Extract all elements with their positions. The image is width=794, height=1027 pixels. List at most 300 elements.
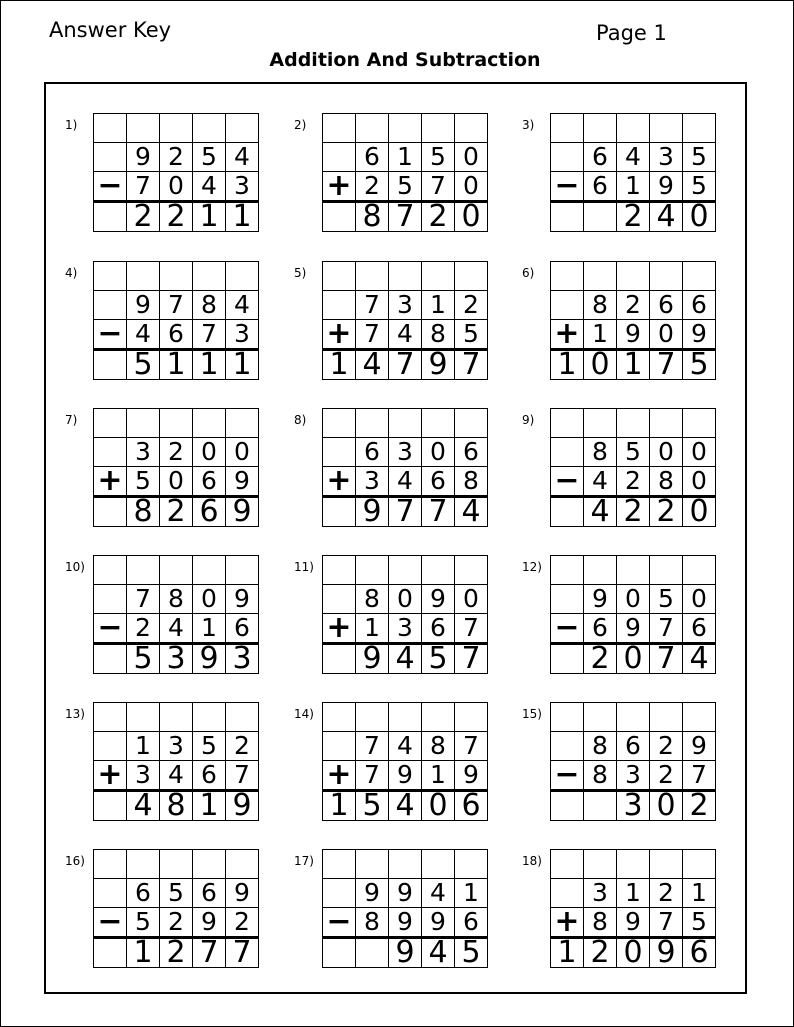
bottom-digit-cell: 4	[193, 172, 226, 202]
bottom-digit-cell: 3	[226, 320, 259, 350]
answer-digit-cell: 5	[683, 350, 716, 380]
answer-digit-cell: 7	[226, 938, 259, 968]
answer-digit-cell: 7	[650, 644, 683, 674]
top-digit-cell: 4	[422, 879, 455, 908]
bottom-digit-cell: 1	[422, 761, 455, 791]
carry-row	[551, 850, 716, 879]
answer-digit-cell: 9	[193, 644, 226, 674]
carry-row	[323, 556, 488, 585]
carry-row	[323, 114, 488, 143]
bottom-number-row	[551, 908, 716, 938]
problem-16	[65, 849, 255, 969]
bottom-digit-cell: 0	[160, 172, 193, 202]
top-digit-cell: 2	[160, 143, 193, 172]
problem-17	[294, 849, 484, 969]
answer-row	[551, 644, 716, 674]
answer-digit-cell: 1	[193, 350, 226, 380]
problem-number: 4)	[65, 266, 78, 280]
carry-cell	[683, 114, 716, 143]
answer-row	[551, 791, 716, 821]
problem-grid	[93, 261, 259, 380]
top-digit-cell: 9	[226, 879, 259, 908]
answer-digit-cell: 5	[356, 791, 389, 821]
top-digit-cell: 2	[617, 291, 650, 320]
plus-sign: +	[323, 320, 356, 350]
top-digit-cell: 9	[127, 143, 160, 172]
carry-cell	[193, 703, 226, 732]
carry-cell	[422, 114, 455, 143]
problem-grid	[550, 849, 716, 968]
problem-6	[522, 261, 712, 381]
minus-sign: −	[551, 761, 584, 791]
carry-row	[551, 703, 716, 732]
carry-cell	[422, 409, 455, 438]
answer-digit-cell: 9	[226, 791, 259, 821]
page-number: Page 1	[596, 21, 667, 45]
carry-cell	[160, 850, 193, 879]
carry-cell	[389, 114, 422, 143]
top-digit-cell: 0	[455, 143, 488, 172]
carry-row	[94, 262, 259, 291]
top-digit-cell: 9	[683, 732, 716, 761]
answer-digit-cell: 7	[193, 938, 226, 968]
plus-sign: +	[551, 908, 584, 938]
carry-row	[94, 556, 259, 585]
carry-row	[94, 409, 259, 438]
carry-row	[323, 850, 488, 879]
answer-digit-cell: 0	[617, 644, 650, 674]
carry-cell	[617, 703, 650, 732]
bottom-digit-cell: 9	[617, 320, 650, 350]
plus-sign: +	[323, 467, 356, 497]
problem-number: 7)	[65, 413, 78, 427]
bottom-number-row	[94, 467, 259, 497]
answer-row	[551, 938, 716, 968]
top-digit-cell: 9	[127, 291, 160, 320]
bottom-digit-cell: 7	[455, 614, 488, 644]
answer-digit-cell: 9	[389, 938, 422, 968]
bottom-number-row	[323, 614, 488, 644]
bottom-digit-cell: 2	[356, 172, 389, 202]
top-digit-cell: 9	[422, 585, 455, 614]
carry-cell	[193, 850, 226, 879]
answer-digit-cell: 1	[193, 791, 226, 821]
problem-grid	[93, 408, 259, 527]
problem-grid	[93, 555, 259, 674]
bottom-number-row	[94, 172, 259, 202]
carry-row	[551, 262, 716, 291]
top-digit-cell: 1	[422, 291, 455, 320]
answer-digit-cell	[323, 202, 356, 232]
answer-digit-cell: 4	[389, 791, 422, 821]
problem-grid	[322, 555, 488, 674]
problem-grid	[322, 408, 488, 527]
carry-cell	[226, 262, 259, 291]
carry-cell	[422, 262, 455, 291]
carry-row	[551, 556, 716, 585]
answer-digit-cell: 2	[617, 202, 650, 232]
top-digit-cell: 1	[455, 879, 488, 908]
bottom-number-row	[551, 172, 716, 202]
carry-cell	[422, 556, 455, 585]
plus-sign: +	[94, 761, 127, 791]
carry-cell	[650, 114, 683, 143]
bottom-digit-cell: 8	[584, 761, 617, 791]
top-digit-cell: 6	[127, 879, 160, 908]
answer-digit-cell: 7	[455, 350, 488, 380]
top-digit-cell: 1	[683, 879, 716, 908]
carry-cell	[455, 556, 488, 585]
top-digit-cell: 1	[617, 879, 650, 908]
top-digit-cell: 8	[193, 291, 226, 320]
answer-digit-cell: 6	[455, 791, 488, 821]
carry-cell	[389, 703, 422, 732]
carry-cell	[650, 409, 683, 438]
bottom-digit-cell: 3	[356, 467, 389, 497]
answer-digit-cell: 2	[160, 938, 193, 968]
answer-row	[323, 350, 488, 380]
carry-cell	[617, 556, 650, 585]
top-digit-cell: 6	[683, 291, 716, 320]
carry-cell	[617, 409, 650, 438]
top-digit-cell: 5	[650, 585, 683, 614]
answer-digit-cell: 9	[422, 350, 455, 380]
bottom-digit-cell: 8	[356, 908, 389, 938]
carry-row	[94, 850, 259, 879]
carry-cell	[455, 850, 488, 879]
bottom-digit-cell: 7	[193, 320, 226, 350]
answer-digit-cell: 5	[127, 350, 160, 380]
answer-digit-cell	[94, 202, 127, 232]
bottom-digit-cell: 2	[650, 761, 683, 791]
carry-cell	[193, 556, 226, 585]
answer-digit-cell: 4	[389, 644, 422, 674]
carry-cell	[389, 556, 422, 585]
bottom-digit-cell: 4	[389, 467, 422, 497]
bottom-digit-cell: 6	[683, 614, 716, 644]
answer-digit-cell	[94, 644, 127, 674]
top-digit-cell: 1	[389, 143, 422, 172]
carry-cell	[584, 703, 617, 732]
answer-digit-cell: 1	[551, 938, 584, 968]
carry-cell	[617, 850, 650, 879]
plus-sign: +	[551, 320, 584, 350]
answer-digit-cell: 0	[455, 202, 488, 232]
carry-cell	[650, 262, 683, 291]
top-digit-cell: 8	[584, 438, 617, 467]
answer-digit-cell: 4	[683, 644, 716, 674]
top-digit-cell: 0	[617, 585, 650, 614]
worksheet-title: Addition And Subtraction	[269, 49, 541, 71]
carry-cell	[193, 114, 226, 143]
answer-row	[323, 938, 488, 968]
top-digit-cell: 6	[356, 143, 389, 172]
carry-cell	[389, 262, 422, 291]
problem-number: 2)	[294, 118, 307, 132]
answer-key-label: Answer Key	[49, 18, 172, 42]
bottom-digit-cell: 0	[683, 467, 716, 497]
carry-cell	[323, 262, 356, 291]
bottom-digit-cell: 7	[422, 172, 455, 202]
top-digit-cell: 9	[226, 585, 259, 614]
answer-digit-cell: 1	[193, 202, 226, 232]
bottom-number-row	[551, 320, 716, 350]
top-digit-cell: 8	[584, 732, 617, 761]
answer-digit-cell: 9	[356, 497, 389, 527]
answer-digit-cell: 2	[127, 202, 160, 232]
bottom-digit-cell: 6	[455, 908, 488, 938]
answer-digit-cell: 2	[584, 938, 617, 968]
bottom-digit-cell: 5	[127, 467, 160, 497]
problem-grid	[93, 702, 259, 821]
bottom-digit-cell: 0	[455, 172, 488, 202]
top-digit-cell: 8	[584, 291, 617, 320]
minus-sign: −	[94, 908, 127, 938]
bottom-digit-cell: 9	[683, 320, 716, 350]
answer-digit-cell: 7	[389, 497, 422, 527]
top-digit-cell: 5	[160, 879, 193, 908]
minus-sign: −	[94, 320, 127, 350]
answer-digit-cell: 3	[160, 644, 193, 674]
carry-cell	[94, 703, 127, 732]
top-digit-cell: 4	[226, 143, 259, 172]
carry-cell	[356, 556, 389, 585]
carry-cell	[584, 850, 617, 879]
answer-digit-cell	[94, 938, 127, 968]
carry-cell	[94, 262, 127, 291]
minus-sign: −	[551, 614, 584, 644]
carry-row	[323, 409, 488, 438]
carry-cell	[323, 114, 356, 143]
carry-cell	[94, 114, 127, 143]
carry-row	[94, 703, 259, 732]
problem-number: 17)	[294, 854, 314, 868]
answer-digit-cell: 7	[389, 350, 422, 380]
answer-row	[94, 644, 259, 674]
bottom-digit-cell: 0	[650, 320, 683, 350]
answer-digit-cell	[94, 791, 127, 821]
carry-cell	[455, 262, 488, 291]
problem-grid	[322, 849, 488, 968]
top-digit-cell: 5	[193, 143, 226, 172]
plus-sign: +	[323, 614, 356, 644]
bottom-digit-cell: 3	[127, 761, 160, 791]
carry-cell	[455, 114, 488, 143]
answer-digit-cell: 4	[650, 202, 683, 232]
carry-cell	[683, 703, 716, 732]
problem-number: 5)	[294, 266, 307, 280]
carry-cell	[551, 114, 584, 143]
problem-1	[65, 113, 255, 233]
answer-row	[323, 644, 488, 674]
carry-cell	[683, 262, 716, 291]
answer-digit-cell: 0	[584, 350, 617, 380]
answer-digit-cell: 0	[617, 938, 650, 968]
problem-number: 8)	[294, 413, 307, 427]
carry-cell	[617, 114, 650, 143]
top-digit-cell: 7	[356, 291, 389, 320]
answer-digit-cell: 4	[356, 350, 389, 380]
minus-sign: −	[551, 172, 584, 202]
answer-digit-cell: 9	[226, 497, 259, 527]
answer-digit-cell	[584, 202, 617, 232]
bottom-digit-cell: 5	[455, 320, 488, 350]
minus-sign: −	[323, 908, 356, 938]
problem-number: 18)	[522, 854, 542, 868]
bottom-number-row	[94, 320, 259, 350]
answer-row	[94, 791, 259, 821]
carry-cell	[127, 409, 160, 438]
carry-cell	[127, 703, 160, 732]
top-digit-cell: 7	[455, 732, 488, 761]
bottom-digit-cell: 6	[193, 761, 226, 791]
carry-cell	[226, 114, 259, 143]
bottom-digit-cell: 1	[617, 172, 650, 202]
answer-digit-cell: 8	[160, 791, 193, 821]
answer-digit-cell: 1	[127, 938, 160, 968]
answer-digit-cell: 1	[226, 350, 259, 380]
bottom-digit-cell: 0	[160, 467, 193, 497]
answer-digit-cell: 0	[683, 497, 716, 527]
carry-cell	[193, 409, 226, 438]
problem-number: 15)	[522, 707, 542, 721]
bottom-digit-cell: 4	[160, 761, 193, 791]
top-digit-cell: 5	[617, 438, 650, 467]
top-digit-cell: 7	[356, 732, 389, 761]
carry-cell	[127, 556, 160, 585]
answer-digit-cell: 0	[683, 202, 716, 232]
bottom-digit-cell: 7	[226, 761, 259, 791]
top-digit-cell: 4	[226, 291, 259, 320]
carry-cell	[323, 556, 356, 585]
top-digit-cell: 7	[160, 291, 193, 320]
answer-digit-cell: 2	[160, 202, 193, 232]
problem-number: 6)	[522, 266, 535, 280]
answer-digit-cell: 0	[422, 791, 455, 821]
answer-digit-cell: 7	[389, 202, 422, 232]
answer-row	[323, 791, 488, 821]
top-digit-cell: 8	[356, 585, 389, 614]
bottom-digit-cell: 2	[617, 467, 650, 497]
answer-digit-cell: 1	[323, 350, 356, 380]
carry-cell	[127, 114, 160, 143]
bottom-digit-cell: 9	[389, 761, 422, 791]
bottom-digit-cell: 2	[160, 908, 193, 938]
answer-digit-cell: 5	[455, 938, 488, 968]
carry-row	[323, 703, 488, 732]
bottom-digit-cell: 7	[127, 172, 160, 202]
bottom-digit-cell: 7	[683, 761, 716, 791]
top-digit-cell: 6	[193, 879, 226, 908]
carry-row	[323, 262, 488, 291]
bottom-digit-cell: 4	[127, 320, 160, 350]
answer-digit-cell: 2	[422, 202, 455, 232]
top-digit-cell: 5	[193, 732, 226, 761]
problem-number: 14)	[294, 707, 314, 721]
carry-cell	[455, 409, 488, 438]
top-digit-cell: 6	[617, 732, 650, 761]
bottom-digit-cell: 6	[584, 614, 617, 644]
problem-grid	[322, 261, 488, 380]
top-digit-cell: 2	[160, 438, 193, 467]
bottom-digit-cell: 9	[617, 614, 650, 644]
bottom-number-row	[323, 172, 488, 202]
plus-sign: +	[94, 467, 127, 497]
carry-cell	[127, 850, 160, 879]
top-digit-cell: 3	[584, 879, 617, 908]
problem-15	[522, 702, 712, 822]
carry-cell	[226, 556, 259, 585]
bottom-digit-cell: 5	[683, 172, 716, 202]
answer-digit-cell: 4	[127, 791, 160, 821]
bottom-digit-cell: 3	[617, 761, 650, 791]
carry-cell	[584, 114, 617, 143]
plus-sign: +	[323, 761, 356, 791]
problem-18	[522, 849, 712, 969]
bottom-digit-cell: 8	[650, 467, 683, 497]
answer-digit-cell: 1	[160, 350, 193, 380]
answer-digit-cell: 2	[160, 497, 193, 527]
top-digit-cell: 1	[127, 732, 160, 761]
carry-cell	[356, 850, 389, 879]
carry-cell	[323, 703, 356, 732]
problem-grid	[93, 113, 259, 232]
carry-cell	[226, 850, 259, 879]
bottom-number-row	[94, 761, 259, 791]
answer-digit-cell	[551, 791, 584, 821]
carry-cell	[160, 409, 193, 438]
carry-cell	[617, 262, 650, 291]
minus-sign: −	[94, 614, 127, 644]
carry-cell	[551, 703, 584, 732]
top-digit-cell: 0	[683, 438, 716, 467]
bottom-digit-cell: 6	[422, 467, 455, 497]
carry-cell	[683, 850, 716, 879]
answer-digit-cell: 3	[226, 644, 259, 674]
minus-sign: −	[94, 172, 127, 202]
top-digit-cell: 6	[455, 438, 488, 467]
top-digit-cell: 0	[389, 585, 422, 614]
bottom-number-row	[551, 467, 716, 497]
problem-grid	[322, 702, 488, 821]
answer-row	[323, 202, 488, 232]
bottom-digit-cell: 8	[584, 908, 617, 938]
answer-digit-cell: 1	[323, 791, 356, 821]
problem-7	[65, 408, 255, 528]
bottom-digit-cell: 6	[160, 320, 193, 350]
bottom-digit-cell: 5	[389, 172, 422, 202]
bottom-digit-cell: 6	[584, 172, 617, 202]
bottom-digit-cell: 5	[683, 908, 716, 938]
carry-cell	[356, 114, 389, 143]
answer-digit-cell: 7	[422, 497, 455, 527]
carry-cell	[455, 703, 488, 732]
answer-digit-cell: 2	[584, 644, 617, 674]
carry-cell	[389, 409, 422, 438]
answer-row	[551, 202, 716, 232]
carry-cell	[226, 703, 259, 732]
carry-cell	[551, 556, 584, 585]
bottom-digit-cell: 7	[650, 908, 683, 938]
top-digit-cell: 9	[356, 879, 389, 908]
carry-cell	[94, 409, 127, 438]
answer-digit-cell: 6	[193, 497, 226, 527]
top-digit-cell: 3	[389, 291, 422, 320]
bottom-digit-cell: 3	[226, 172, 259, 202]
carry-cell	[323, 850, 356, 879]
carry-cell	[160, 556, 193, 585]
top-digit-cell: 3	[127, 438, 160, 467]
